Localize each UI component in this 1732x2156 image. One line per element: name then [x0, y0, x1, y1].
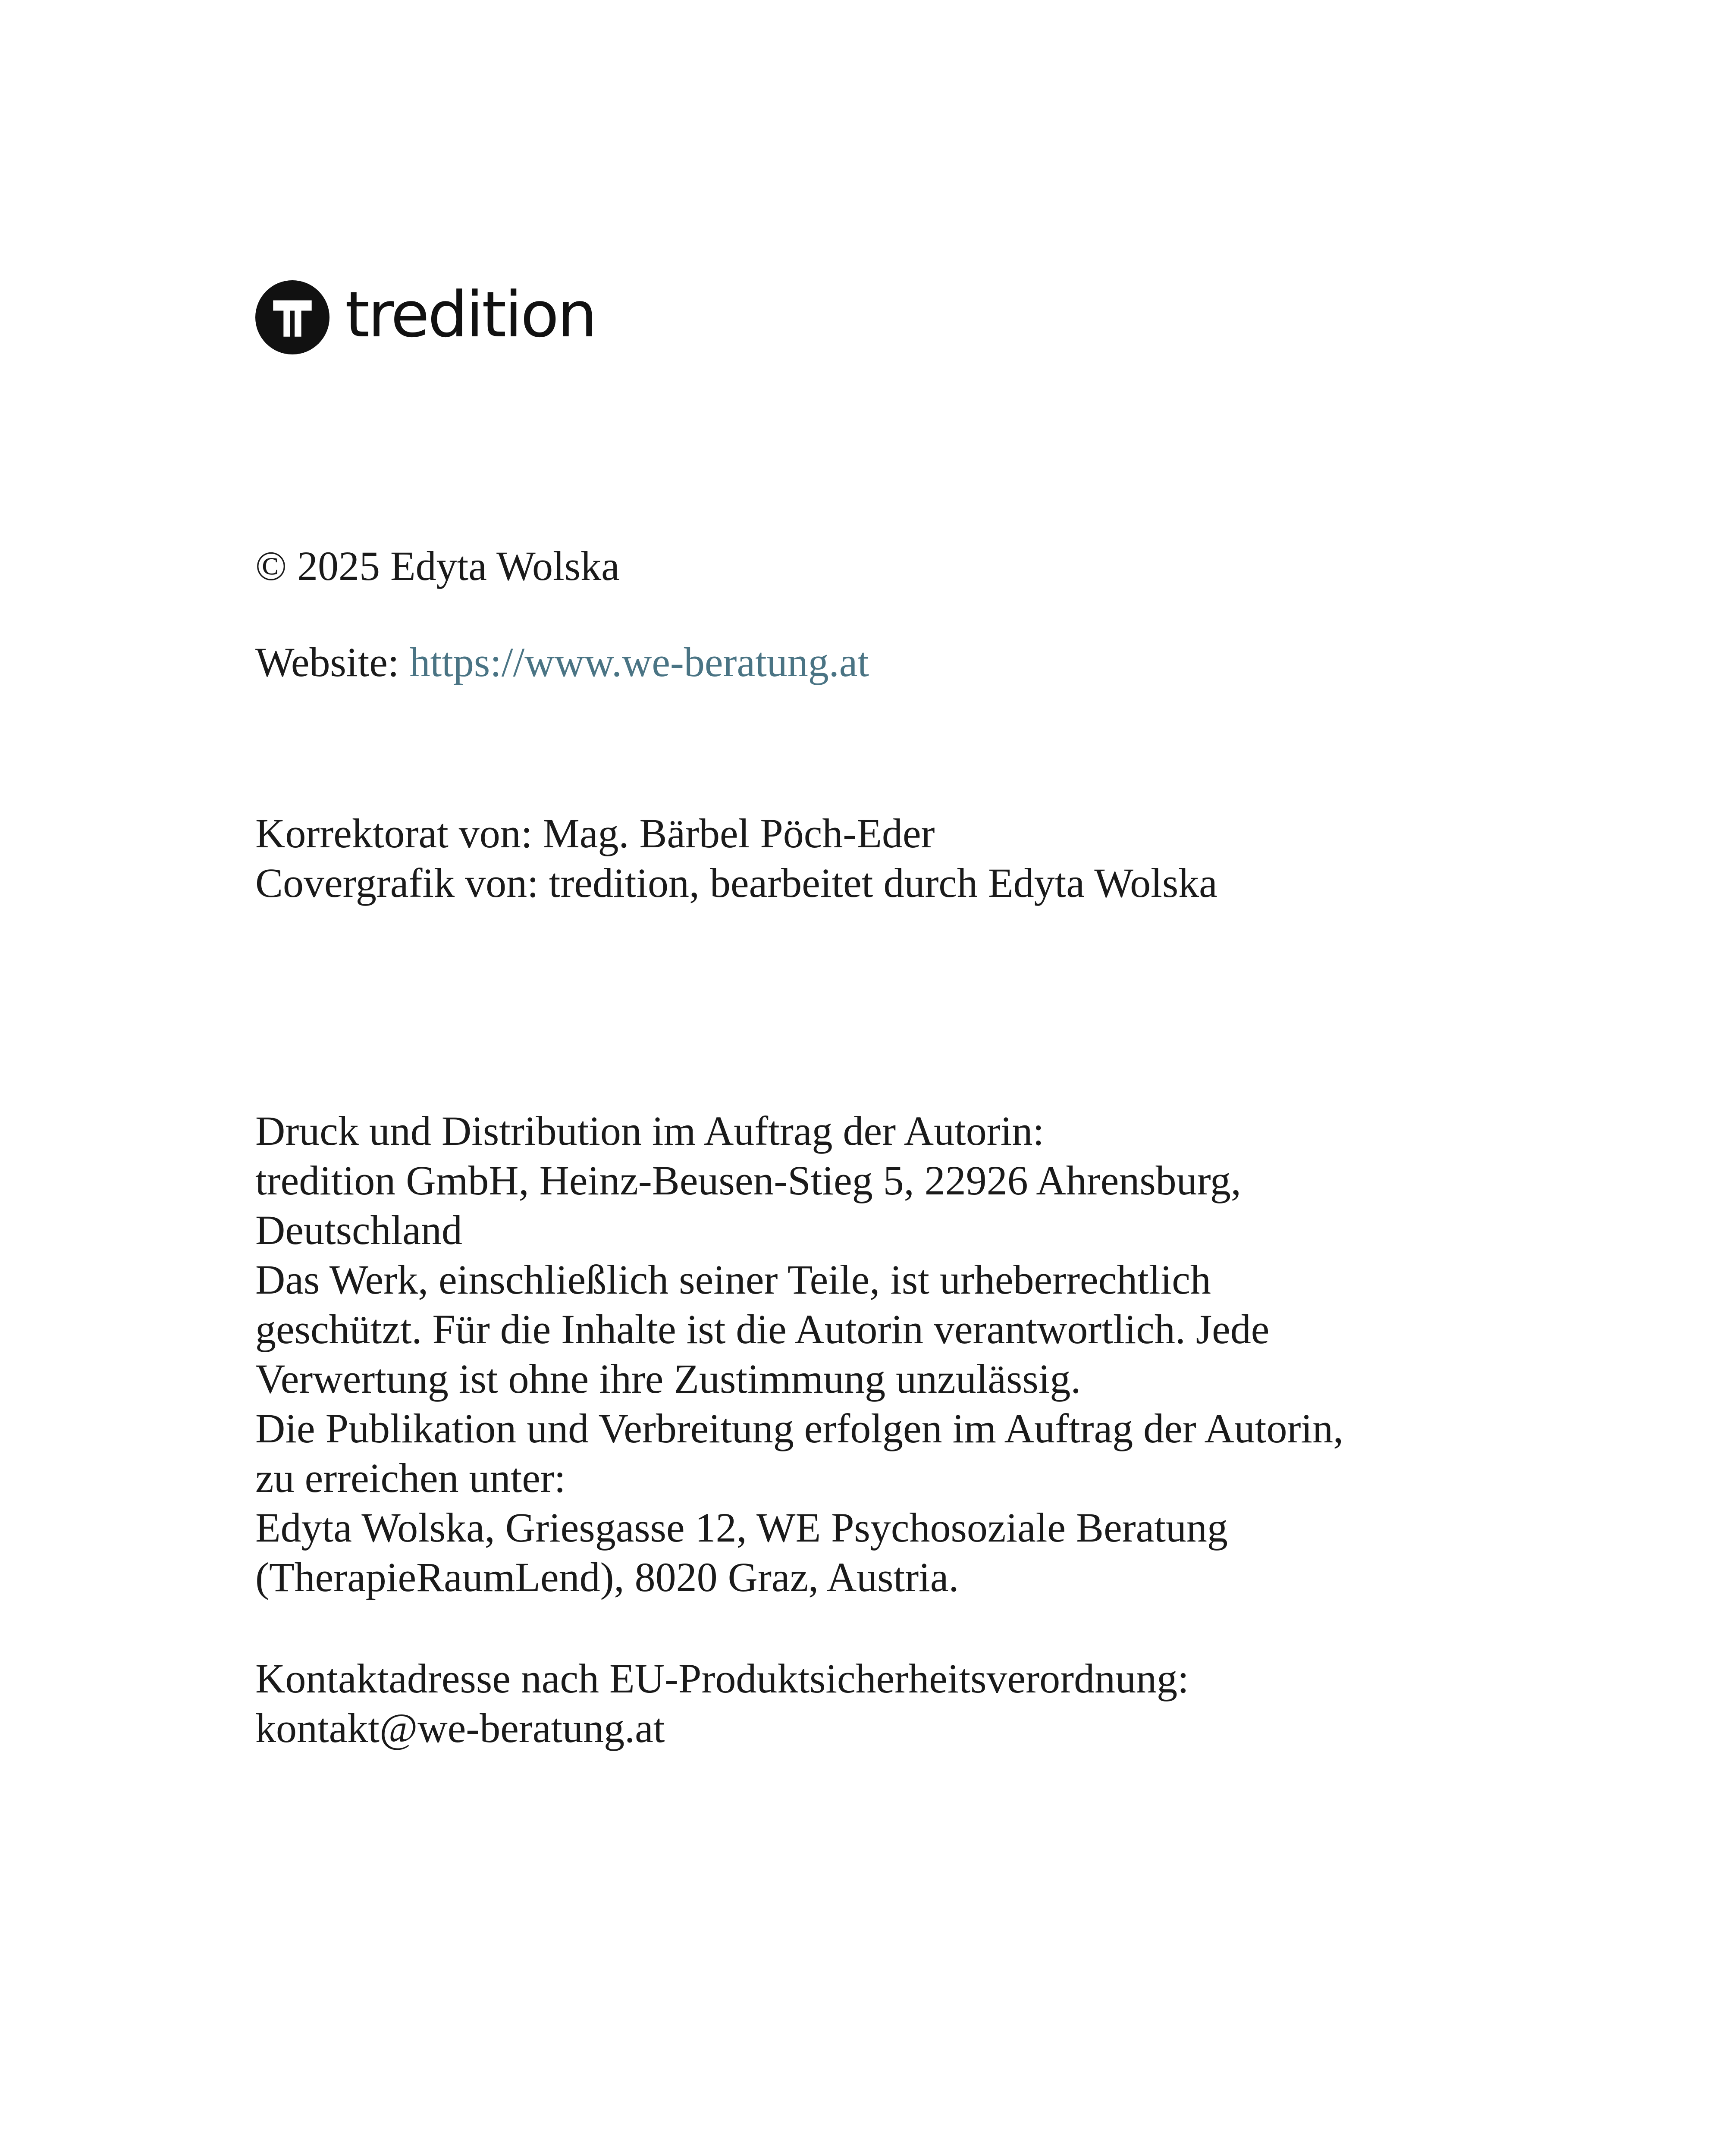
publisher-logo	[255, 280, 596, 354]
cover-credit: Covergrafik von: tredition, bearbeitet durch Edyta Wolska	[255, 860, 1217, 906]
proofreading-credit: Korrektorat von: Mag. Bärbel Pöch-Eder	[255, 810, 935, 856]
contact-block	[255, 1654, 1489, 1753]
imprint-line: geschützt. Für die Inhalte ist die Autorin verantwortlich. Jede	[255, 1306, 1270, 1352]
imprint-line: (TherapieRaumLend), 8020 Graz, Austria.	[255, 1554, 959, 1600]
contact-email[interactable]: kontakt@we-beratung.at	[255, 1705, 665, 1751]
imprint-line: Deutschland	[255, 1207, 462, 1253]
imprint-line: Druck und Distribution im Auftrag der Autorin:	[255, 1108, 1045, 1154]
imprint-line: zu erreichen unter:	[255, 1455, 566, 1501]
contact-label: Kontaktadresse nach EU-Produktsicherheitsverordnung:	[255, 1655, 1189, 1702]
imprint-line: Edyta Wolska, Griesgasse 12, WE Psychosoziale Beratung	[255, 1504, 1228, 1551]
website-label: Website:	[255, 639, 410, 685]
imprint-line: Verwertung ist ohne ihre Zustimmung unzulässig.	[255, 1356, 1081, 1402]
credits	[255, 808, 1489, 908]
copyright-notice	[255, 541, 1489, 591]
imprint-line: tredition GmbH, Heinz-Beusen-Stieg 5, 22926 Ahrensburg,	[255, 1157, 1241, 1203]
copyright-text: © 2025 Edyta Wolska	[255, 543, 620, 589]
tredition-logo-icon	[255, 280, 329, 354]
website-link[interactable]: https://www.we-beratung.at	[409, 639, 869, 685]
imprint-text	[255, 1106, 1489, 1602]
publisher-wordmark: tredition	[345, 278, 596, 351]
website-line	[255, 637, 1489, 687]
imprint-line: Das Werk, einschließlich seiner Teile, ist urheberrechtlich	[255, 1257, 1211, 1303]
imprint-line: Die Publikation und Verbreitung erfolgen im Auftrag der Autorin,	[255, 1405, 1344, 1451]
